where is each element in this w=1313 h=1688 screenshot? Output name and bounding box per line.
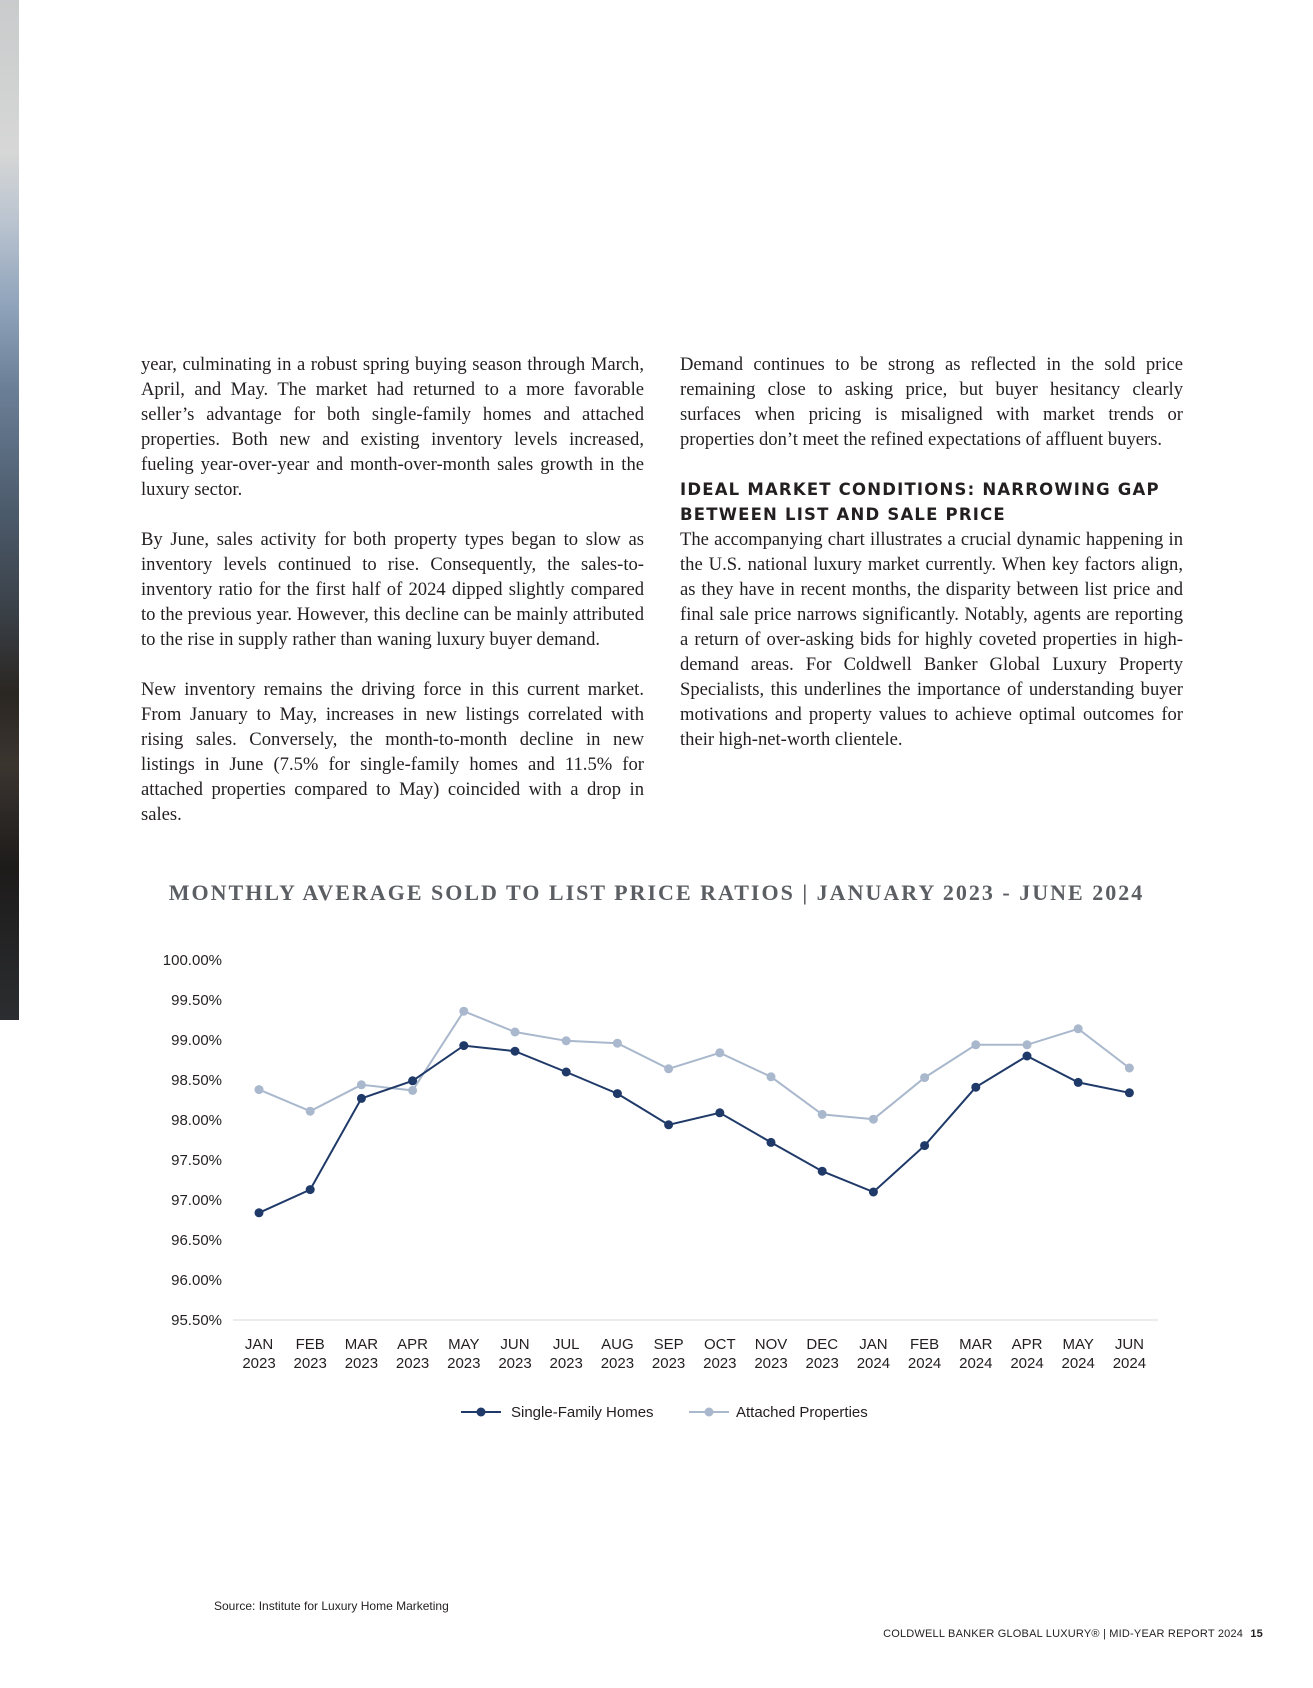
section-heading-line-1: IDEAL MARKET CONDITIONS: NARROWING GAP [680, 480, 1160, 499]
right-body-paragraph: The accompanying chart illustrates a crucial dynamic happening in the U.S. national luxury market currently. When key factors align, as they have in recent months, the disparity between list price and final sale price narrows significantly. Notably, agents are reporting a return of over-asking bids for highly coveted properties in high-demand areas. For Coldwell Banker Global Luxury Property Specialists, this underlines the importance of understanding buyer motivations and property values to achieve optimal outcomes for their high-net-worth clientele. [680, 529, 1183, 750]
data-point-single-family-homes [920, 1141, 929, 1150]
y-tick-label: 95.50% [171, 1312, 222, 1329]
data-point-attached-properties [920, 1073, 929, 1082]
y-tick-label: 96.50% [171, 1232, 222, 1249]
data-point-attached-properties [767, 1072, 776, 1081]
x-tick-label-month: JAN [244, 1336, 274, 1353]
x-tick-label-year: 2023 [600, 1355, 635, 1372]
data-point-attached-properties [818, 1110, 827, 1119]
data-point-attached-properties [306, 1107, 315, 1116]
data-point-single-family-homes [306, 1185, 315, 1194]
x-tick-label-month: APR [1011, 1336, 1043, 1353]
y-tick-label: 97.00% [171, 1192, 222, 1209]
x-tick-label-year: 2024 [856, 1355, 891, 1372]
x-tick-label-month: JUL [552, 1336, 580, 1353]
x-tick-label-year: 2024 [907, 1355, 942, 1372]
y-tick-label: 96.00% [171, 1272, 222, 1289]
data-point-single-family-homes [357, 1094, 366, 1103]
x-tick-label-year: 2023 [293, 1355, 327, 1372]
x-tick-label-month: AUG [601, 1336, 634, 1353]
page-footer [883, 1628, 1263, 1640]
right-intro-paragraph: Demand continues to be strong as reflected in the sold price remaining close to asking price, but buyer hesitancy clearly surfaces when pricing is misaligned with market trends or properties don’t meet the refined expectations of affluent buyers. [680, 354, 1183, 450]
data-point-attached-properties [1125, 1064, 1134, 1073]
x-tick-label-year: 2024 [1112, 1355, 1147, 1372]
data-point-attached-properties [1023, 1040, 1032, 1049]
x-tick-label-year: 2023 [703, 1355, 737, 1372]
series-line-single-family-homes [259, 1046, 1129, 1213]
data-point-attached-properties [255, 1085, 264, 1094]
data-point-single-family-homes [613, 1089, 622, 1098]
x-tick-label-year: 2023 [498, 1355, 532, 1372]
data-point-single-family-homes [562, 1068, 571, 1077]
left-paragraph-2: By June, sales activity for both property types began to slow as inventory levels continued to rise. Consequently, the sales-to-inventory ratio for the first half of 2024 dipped slightly compared to the previous year. However, this decline can be mainly attributed to the rise in supply rather than waning luxury buyer demand. [141, 529, 644, 650]
x-tick-label-month: FEB [910, 1336, 940, 1353]
y-tick-label: 98.50% [171, 1072, 222, 1089]
data-point-attached-properties [1074, 1024, 1083, 1033]
x-tick-label-month: NOV [754, 1336, 788, 1353]
x-tick-label-month: MAY [1062, 1336, 1094, 1353]
data-point-single-family-homes [1074, 1078, 1083, 1087]
left-paragraph-1: year, culminating in a robust spring buying season through March, April, and May. The market had returned to a more favorable seller’s advantage for both single-family homes and attached properties. Both new and existing inventory levels increased, fueling year-over-year and month-over-month sales growth in the luxury sector. [141, 354, 644, 500]
x-tick-label-year: 2023 [754, 1355, 788, 1372]
x-tick-label-year: 2023 [344, 1355, 379, 1372]
x-tick-label-month: APR [397, 1336, 429, 1353]
data-point-attached-properties [408, 1086, 417, 1095]
data-point-single-family-homes [408, 1076, 417, 1085]
data-point-attached-properties [562, 1036, 571, 1045]
x-tick-label-month: MAR [344, 1336, 379, 1353]
data-point-attached-properties [971, 1040, 980, 1049]
legend-marker-attached-properties [705, 1408, 714, 1417]
data-point-attached-properties [664, 1064, 673, 1073]
series-line-attached-properties [259, 1011, 1129, 1119]
data-point-single-family-homes [818, 1167, 827, 1176]
y-tick-label: 99.00% [171, 1032, 222, 1049]
x-tick-label-year: 2023 [651, 1355, 686, 1372]
data-point-single-family-homes [971, 1083, 980, 1092]
y-tick-label: 98.00% [171, 1112, 222, 1129]
footer-text: COLDWELL BANKER GLOBAL LUXURY® | MID-YEAR REPORT 2024 [883, 1628, 1244, 1640]
x-tick-label-month: SEP [653, 1336, 684, 1353]
x-tick-label-month: JAN [859, 1336, 888, 1353]
x-tick-label-year: 2024 [1061, 1355, 1095, 1372]
legend-marker-single-family-homes [477, 1408, 486, 1417]
x-tick-label-month: OCT [703, 1336, 736, 1353]
left-paragraph-3: New inventory remains the driving force in this current market. From January to May, increases in new listings correlated with rising sales. Conversely, the month-to-month decline in new listings in June (7.5% for single-family homes and 11.5% for attached properties compared to May) coincided with a drop in sales. [141, 679, 644, 825]
y-tick-label: 100.00% [162, 952, 222, 969]
page-number: 15 [1250, 1628, 1263, 1640]
data-point-attached-properties [613, 1039, 622, 1048]
x-tick-label-month: FEB [295, 1336, 325, 1353]
data-point-attached-properties [357, 1080, 366, 1089]
x-tick-label-year: 2024 [1010, 1355, 1044, 1372]
x-tick-label-year: 2023 [242, 1355, 276, 1372]
chart-title: MONTHLY AVERAGE SOLD TO LIST PRICE RATIOS | JANUARY 2023 - JUNE 2024 [168, 880, 1145, 905]
data-point-single-family-homes [511, 1047, 520, 1056]
y-tick-label: 97.50% [171, 1152, 222, 1169]
x-tick-label-year: 2023 [395, 1355, 430, 1372]
data-point-attached-properties [715, 1048, 724, 1057]
data-point-single-family-homes [715, 1108, 724, 1117]
x-tick-label-month: MAY [448, 1336, 480, 1353]
x-tick-label-year: 2023 [549, 1355, 583, 1372]
data-point-single-family-homes [459, 1041, 468, 1050]
legend-label-attached-properties: Attached Properties [736, 1404, 868, 1420]
x-tick-label-year: 2024 [959, 1355, 993, 1372]
x-tick-label-month: DEC [806, 1336, 839, 1353]
x-tick-label-month: JUN [500, 1336, 530, 1353]
section-heading-line-2: BETWEEN LIST AND SALE PRICE [680, 505, 1006, 524]
data-point-single-family-homes [664, 1120, 673, 1129]
data-point-single-family-homes [869, 1188, 878, 1197]
x-tick-label-month: MAR [959, 1336, 993, 1353]
x-tick-label-month: JUN [1114, 1336, 1144, 1353]
data-point-attached-properties [511, 1028, 520, 1037]
data-point-single-family-homes [1125, 1088, 1134, 1097]
y-tick-label: 99.50% [171, 992, 222, 1009]
source-note: Source: Institute for Luxury Home Marketing [214, 1599, 449, 1613]
data-point-attached-properties [869, 1115, 878, 1124]
x-tick-label-year: 2023 [447, 1355, 481, 1372]
data-point-single-family-homes [767, 1138, 776, 1147]
x-tick-label-year: 2023 [805, 1355, 839, 1372]
data-point-single-family-homes [255, 1208, 264, 1217]
data-point-attached-properties [459, 1007, 468, 1016]
legend-label-single-family-homes: Single-Family Homes [511, 1404, 654, 1420]
data-point-single-family-homes [1023, 1052, 1032, 1061]
